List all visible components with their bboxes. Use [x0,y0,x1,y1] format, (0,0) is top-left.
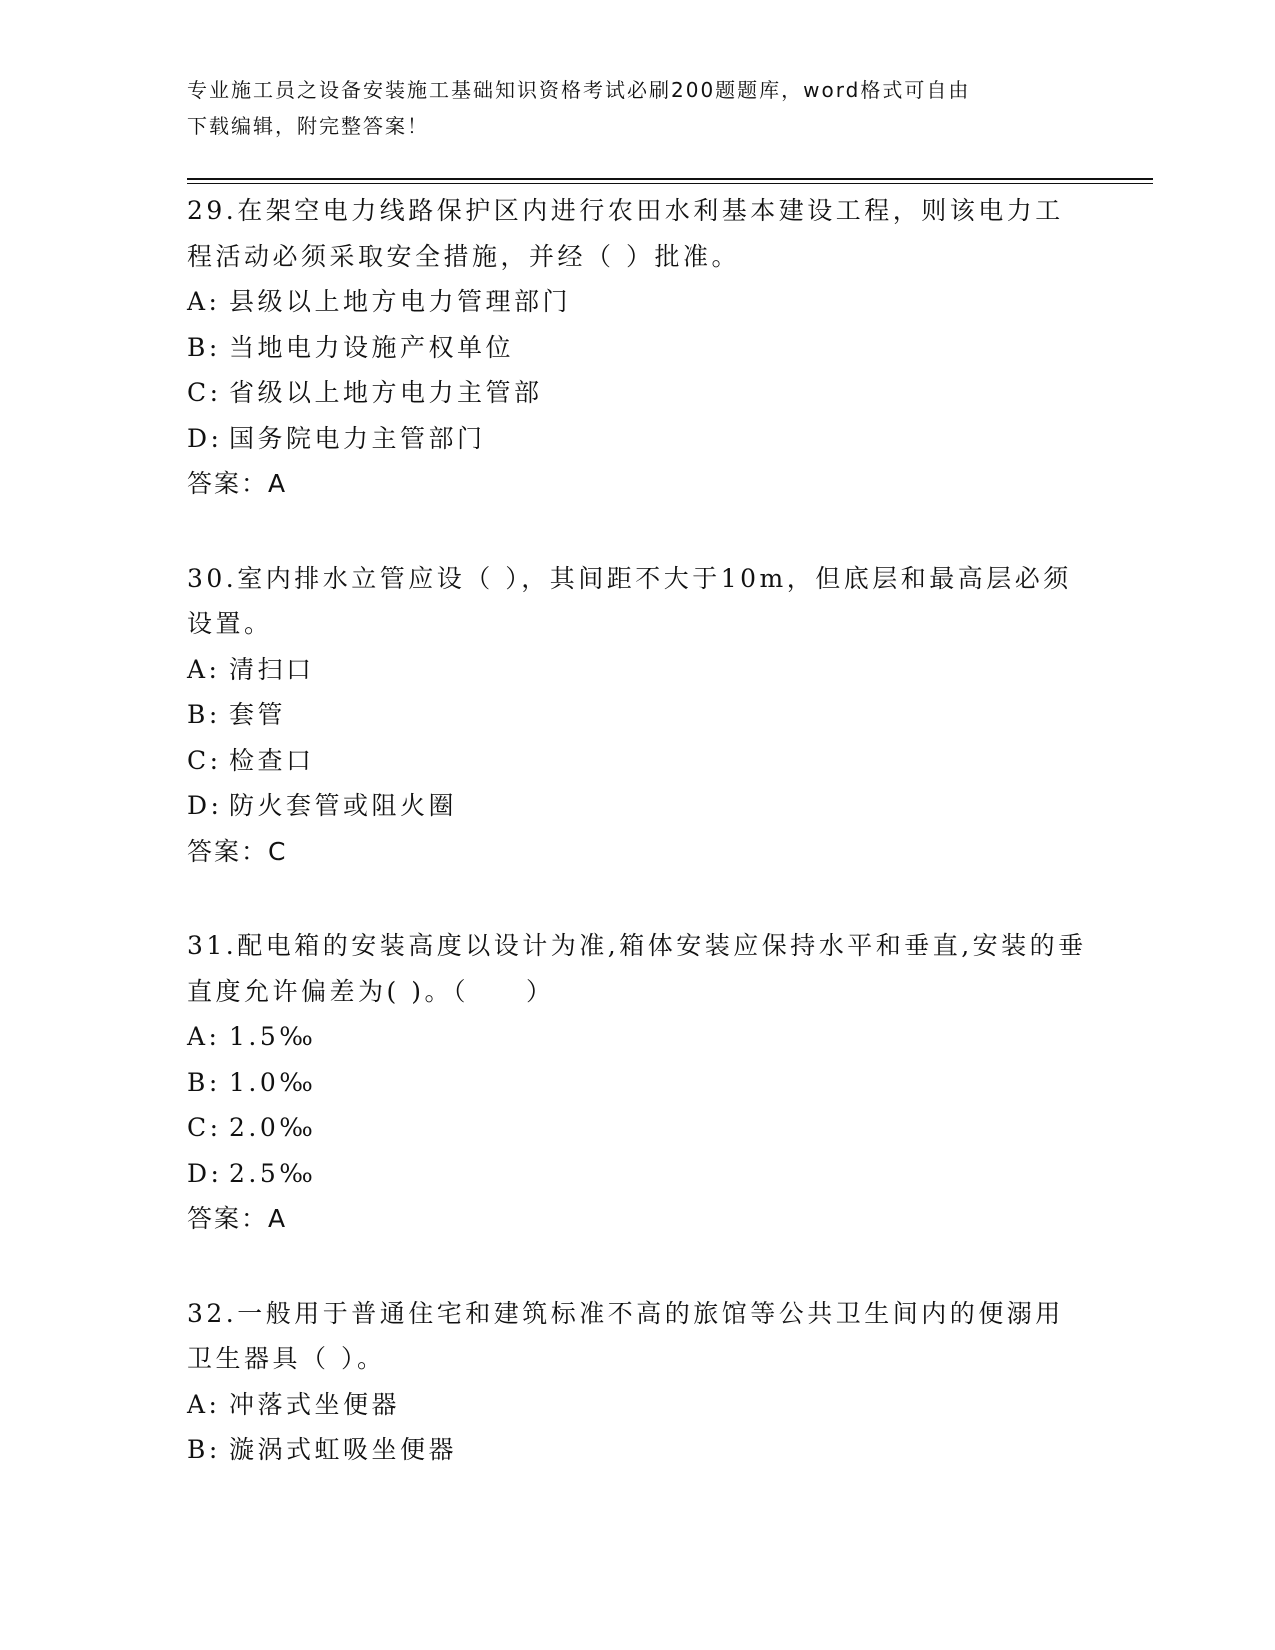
option-text: 冲落式坐便器 [229,1389,401,1419]
option-letter: A: [187,1389,221,1419]
option-text: 县级以上地方电力管理部门 [229,287,572,316]
option-a [187,647,1087,693]
option-d [187,1151,1087,1197]
question-31 [187,923,1087,1242]
option-text: 2.0‰ [229,1113,317,1142]
question-stem: 32.一般用于普通住宅和建筑标准不高的旅馆等公共卫生间内的便溺用卫生器具（ ）。 [187,1298,1064,1373]
header-title-line-1: 专业施工员之设备安装施工基础知识资格考试必刷200题题库，word格式可自由 [187,78,971,102]
option-letter: B: [187,1435,221,1464]
option-letter: D: [187,423,223,453]
option-text: 检查口 [229,745,315,775]
question-32 [187,1291,1087,1473]
question-30 [187,556,1087,875]
question-stem: 29.在架空电力线路保护区内进行农田水利基本建设工程，则该电力工程活动必须采取安全措施，并经（ ）批准。 [187,196,1064,271]
option-letter: A: [187,1022,221,1051]
option-letter: A: [187,654,221,684]
option-d [187,783,1087,829]
option-text: 1.5‰ [229,1022,317,1051]
option-text: 漩涡式虹吸坐便器 [229,1435,458,1464]
option-c [187,1105,1087,1151]
option-letter: C: [187,378,222,407]
answer-label: 答案：A [187,1204,288,1233]
option-d [187,416,1087,462]
question-list [187,188,1087,1522]
answer-label: 答案：C [187,836,288,866]
option-letter: B: [187,332,221,362]
option-letter: D: [187,1158,223,1188]
answer-label: 答案：A [187,469,288,498]
option-b [187,1427,1087,1473]
option-b [187,325,1087,371]
option-letter: B: [187,1067,221,1097]
option-text: 套管 [229,700,287,729]
question-29 [187,188,1087,507]
option-text: 当地电力设施产权单位 [229,332,515,362]
option-a [187,1014,1087,1060]
option-text: 国务院电力主管部门 [229,423,486,453]
option-c [187,370,1087,416]
document-header [187,72,1087,144]
question-stem: 30.室内排水立管应设（ ），其间距不大于10m，但底层和最高层必须设置。 [187,563,1072,638]
option-text: 1.0‰ [229,1067,317,1097]
header-title-line-2: 下载编辑，附完整答案！ [187,114,429,138]
option-text: 清扫口 [229,654,315,684]
option-letter: C: [187,745,222,775]
option-a [187,1382,1087,1428]
option-a [187,279,1087,325]
option-text: 防火套管或阻火圈 [229,791,458,820]
question-stem: 31.配电箱的安装高度以设计为准,箱体安装应保持水平和垂直,安装的垂直度允许偏差为( )。（ ） [187,931,1087,1006]
header-divider-thick [187,178,1153,180]
option-text: 2.5‰ [229,1158,317,1188]
option-text: 省级以上地方电力主管部 [229,378,543,407]
option-letter: D: [187,791,223,820]
option-letter: B: [187,700,221,729]
header-divider-thin [187,183,1153,184]
option-letter: A: [187,287,221,316]
option-b [187,1060,1087,1106]
option-letter: C: [187,1113,222,1142]
option-c [187,738,1087,784]
option-b [187,692,1087,738]
